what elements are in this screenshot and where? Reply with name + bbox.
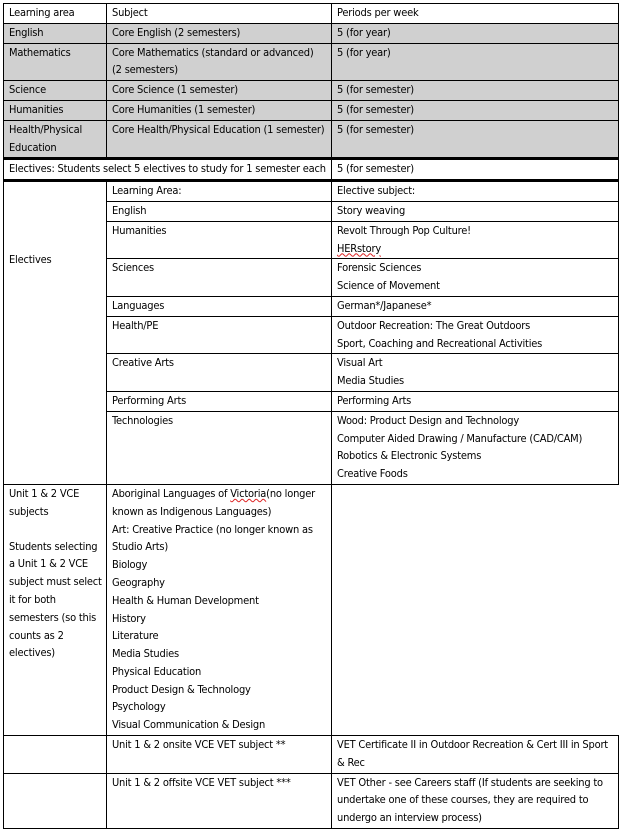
core-area: Mathematics bbox=[4, 43, 107, 81]
elective-area: Languages bbox=[107, 296, 332, 316]
elective-subjects bbox=[332, 221, 619, 259]
core-subject: Core English (2 semesters) bbox=[107, 23, 332, 43]
core-periods: 5 (for semester) bbox=[332, 81, 619, 101]
vet-area: Unit 1 & 2 onsite VCE VET subject ** bbox=[107, 736, 332, 774]
vet-label-empty bbox=[4, 773, 107, 828]
elective-subjects: Story weaving bbox=[332, 201, 619, 221]
core-area: Science bbox=[4, 81, 107, 101]
vet-area: Unit 1 & 2 offsite VCE VET subject *** bbox=[107, 773, 332, 828]
electives-label: Electives bbox=[9, 253, 52, 267]
vce-subject-list: Art: Creative Practice (no longer known as Studio Arts) Biology Geography Health & Human Development History Literature Media Studies Physical Education Product Design & Technology Psychology Visual Communication & Design bbox=[112, 522, 313, 732]
vce-area-title: Unit 1 & 2 VCE subjects bbox=[9, 486, 80, 518]
electives-label-cell bbox=[4, 181, 107, 485]
core-row-science bbox=[4, 81, 619, 101]
elective-subjects: Outdoor Recreation: The Great Outdoors Sport, Coaching and Recreational Activities bbox=[332, 316, 619, 354]
vet-row-onsite bbox=[4, 736, 619, 774]
core-row-mathematics bbox=[4, 43, 619, 81]
elective-subjects: Visual Art Media Studies bbox=[332, 354, 619, 392]
core-subject: Core Humanities (1 semester) bbox=[107, 100, 332, 120]
elective-subject-pop-culture: Revolt Through Pop Culture! bbox=[337, 223, 471, 237]
vet-subjects: VET Other - see Careers staff (If students are seeking to undertake one of these courses, they are required to undergo an interview process) bbox=[332, 773, 619, 828]
vce-area-note: Students selecting a Unit 1 & 2 VCE subject must select it for both semesters (so this counts as 2 electives) bbox=[9, 539, 102, 660]
core-subject: Core Health/Physical Education (1 semester) bbox=[107, 120, 332, 159]
vet-label-empty bbox=[4, 736, 107, 774]
electives-intro-row bbox=[4, 159, 619, 181]
core-area: English bbox=[4, 23, 107, 43]
elective-subject-herstory: HERstory bbox=[337, 241, 381, 255]
core-subject: Core Mathematics (standard or advanced) (2 semesters) bbox=[107, 43, 332, 81]
elective-area: Sciences bbox=[107, 259, 332, 297]
core-row-english bbox=[4, 23, 619, 43]
elective-row-vce bbox=[4, 484, 619, 735]
electives-intro-text: Electives: Students select 5 electives to study for 1 semester each bbox=[4, 159, 332, 181]
elective-header-row bbox=[4, 181, 619, 202]
elective-area: Health/PE bbox=[107, 316, 332, 354]
vet-row-offsite bbox=[4, 773, 619, 828]
header-subject: Subject bbox=[107, 4, 332, 24]
core-subject: Core Science (1 semester) bbox=[107, 81, 332, 101]
core-periods: 5 (for year) bbox=[332, 43, 619, 81]
vce-subject-aboriginal-languages: Aboriginal Languages of Victoria(no longer known as Indigenous Languages) bbox=[112, 486, 316, 518]
elective-header-subject: Elective subject: bbox=[332, 181, 619, 202]
elective-subjects: German*/Japanese* bbox=[332, 296, 619, 316]
elective-header-area: Learning Area: bbox=[107, 181, 332, 202]
electives-intro-periods: 5 (for semester) bbox=[332, 159, 619, 181]
core-periods: 5 (for semester) bbox=[332, 100, 619, 120]
core-periods: 5 (for year) bbox=[332, 23, 619, 43]
core-area: Humanities bbox=[4, 100, 107, 120]
vet-subjects: VET Certificate II in Outdoor Recreation & Cert III in Sport & Rec bbox=[332, 736, 619, 774]
elective-area: English bbox=[107, 201, 332, 221]
table-header-row bbox=[4, 4, 619, 24]
elective-area: Creative Arts bbox=[107, 354, 332, 392]
header-learning-area: Learning area bbox=[4, 4, 107, 24]
elective-subjects: Forensic Sciences Science of Movement bbox=[332, 259, 619, 297]
vce-subjects-cell bbox=[107, 484, 332, 735]
core-row-humanities bbox=[4, 100, 619, 120]
subjects-table bbox=[3, 3, 619, 829]
elective-area: Technologies bbox=[107, 411, 332, 484]
header-periods: Periods per week bbox=[332, 4, 619, 24]
elective-area: Performing Arts bbox=[107, 391, 332, 411]
core-periods: 5 (for semester) bbox=[332, 120, 619, 159]
core-area: Health/Physical Education bbox=[4, 120, 107, 159]
elective-subjects: Wood: Product Design and Technology Computer Aided Drawing / Manufacture (CAD/CAM) Robotics & Electronic Systems Creative Foods bbox=[332, 411, 619, 484]
elective-area: Humanities bbox=[107, 221, 332, 259]
vce-area-cell bbox=[4, 484, 107, 735]
core-row-health-pe bbox=[4, 120, 619, 159]
elective-subjects: Performing Arts bbox=[332, 391, 619, 411]
